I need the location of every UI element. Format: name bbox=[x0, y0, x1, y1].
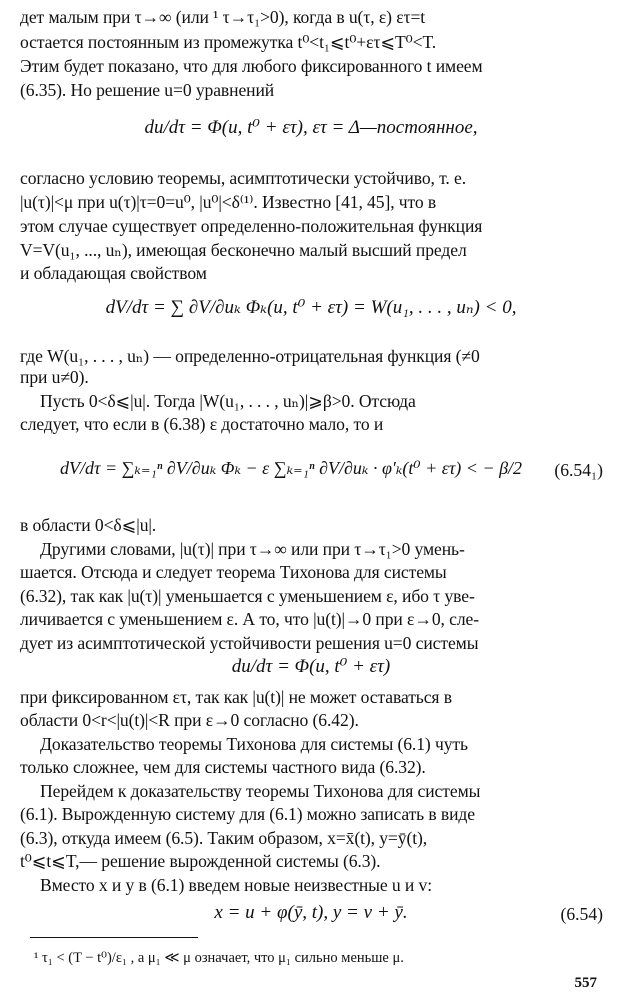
text-line: Перейдем к доказательству теоремы Тихонова для системы bbox=[40, 781, 481, 801]
text-line: t⁰⩽t⩽T,— решение вырожденной системы (6.3). bbox=[20, 851, 381, 871]
footnote-rule bbox=[30, 937, 198, 938]
text-line: при фиксированном ετ, так как |u(t)| не может оставаться в bbox=[20, 687, 452, 707]
equation-number: (6.54) bbox=[560, 904, 603, 924]
text-line: шается. Отсюда и следует теорема Тихонова для системы bbox=[20, 562, 447, 582]
equation: du/dτ = Φ(u, t⁰ + ετ) bbox=[231, 656, 391, 677]
equation: dV/dτ = ∑ₖ₌₁ⁿ ∂V/∂uₖ Φₖ − ε ∑ₖ₌₁ⁿ ∂V/∂uₖ · φ′ₖ(t⁰ + ετ) < − β/2 bbox=[60, 458, 523, 478]
text-line: |u(τ)|<μ при u(τ)|τ=0=u⁰, |u⁰|<δ⁽¹⁾. Известно [41, 45], что в bbox=[20, 192, 437, 212]
text-line: Этим будет показано, что для любого фиксированного t имеем bbox=[20, 56, 483, 76]
text-line: области 0<r<|u(t)|<R при ε→0 согласно (6.42). bbox=[20, 710, 359, 730]
equation-number: (6.54₁) bbox=[554, 460, 603, 480]
text-line: дует из асимптотической устойчивости решения u=0 системы bbox=[20, 633, 479, 653]
footnote: ¹ τ₁ < (T − t⁰)/ε₁ , а μ₁ ≪ μ означает, что μ₁ сильно меньше μ. bbox=[34, 950, 404, 966]
text-line: (6.32), так как |u(τ)| уменьшается с уменьшением ε, ибо τ уве- bbox=[20, 586, 475, 606]
equation: du/dτ = Φ(u, t⁰ + ετ), ετ = Δ—постоянное, bbox=[144, 117, 478, 138]
text-line: Пусть 0<δ⩽|u|. Тогда |W(u₁, . . . , uₙ)|⩾β>0. Отсюда bbox=[40, 391, 416, 411]
text-line: и обладающая свойством bbox=[20, 263, 207, 283]
text-line: Вместо x и y в (6.1) введем новые неизвестные u и v: bbox=[40, 875, 433, 895]
text-line: только сложнее, чем для системы частного вида (6.32). bbox=[20, 757, 426, 777]
text-line: Доказательство теоремы Тихонова для системы (6.1) чуть bbox=[40, 734, 468, 754]
text-line: личивается с уменьшением ε. А то, что |u(t)|→0 при ε→0, сле- bbox=[20, 609, 479, 629]
text-line: согласно условию теоремы, асимптотически устойчиво, т. е. bbox=[20, 168, 466, 188]
equation: dV/dτ = ∑ ∂V/∂uₖ Φₖ(u, t⁰ + ετ) = W(u₁, . . . , uₙ) < 0, bbox=[105, 297, 517, 318]
text-line: (6.3), откуда имеем (6.5). Таким образом, x=x̄(t), y=ȳ(t), bbox=[20, 828, 428, 848]
text-line: (6.35). Но решение u=0 уравнений bbox=[20, 80, 275, 100]
page-number: 557 bbox=[574, 975, 597, 991]
text-line: остается постоянным из промежутка t⁰<t₁⩽t⁰+ετ⩽T⁰<T. bbox=[20, 32, 437, 52]
text-line: этом случае существует определенно-положительная функция bbox=[20, 216, 483, 236]
text-line: в области 0<δ⩽|u|. bbox=[20, 515, 157, 535]
text-line: (6.1). Вырожденную систему для (6.1) можно записать в виде bbox=[20, 804, 475, 824]
text-line: при u≠0). bbox=[20, 367, 89, 387]
text-line: дет малым при τ→∞ (или ¹ τ→τ₁>0), когда в u(τ, ε) ετ=t bbox=[20, 7, 426, 27]
text-line: где W(u₁, . . . , uₙ) — определенно-отрицательная функция (≠0 bbox=[20, 346, 480, 366]
equation: x = u + φ(ȳ, t), y = v + ȳ. bbox=[214, 902, 408, 923]
text-line: Другими словами, |u(τ)| при τ→∞ или при τ→τ₁>0 умень- bbox=[40, 539, 465, 559]
text-line: следует, что если в (6.38) ε достаточно мало, то и bbox=[20, 414, 384, 434]
text-line: V=V(u₁, ..., uₙ), имеющая бесконечно малый высший предел bbox=[20, 240, 467, 260]
